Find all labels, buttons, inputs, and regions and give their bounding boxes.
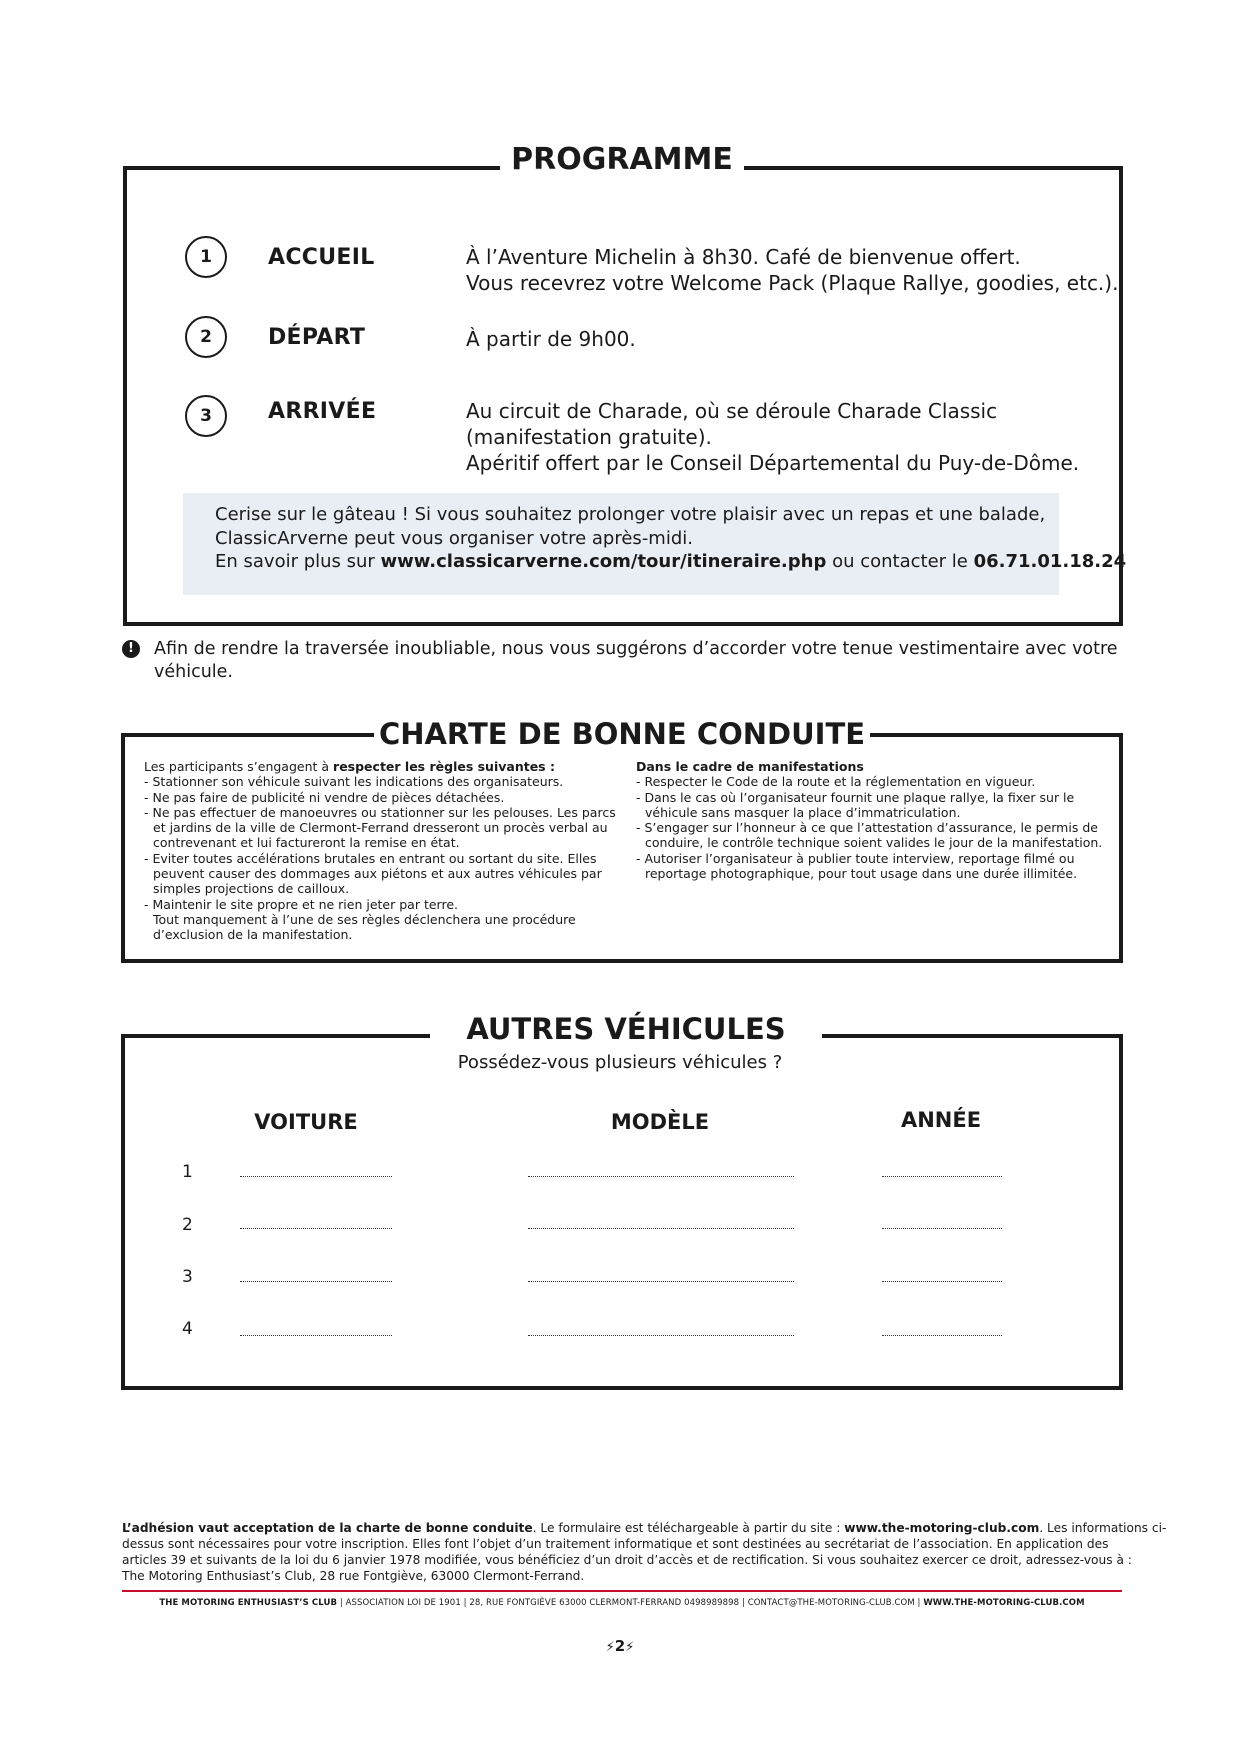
footer-website-link[interactable]: WWW.THE-MOTORING-CLUB.COM: [923, 1598, 1085, 1608]
legal-line-1-end: . Les informations ci-: [1039, 1521, 1167, 1535]
vehicle-row-2-voiture-field[interactable]: [240, 1228, 392, 1229]
step-2-label: DÉPART: [268, 325, 366, 350]
step-2-line-1: À partir de 9h00.: [466, 327, 636, 351]
vehicle-row-4-number: 4: [182, 1319, 193, 1339]
step-1-description: [466, 244, 1118, 296]
charte-left-line-2: - Ne pas faire de publicité ni vendre de pièces détachées.: [144, 789, 505, 805]
column-header-modele: MODÈLE: [610, 1110, 710, 1134]
vehicle-row-3-modele-field[interactable]: [528, 1281, 794, 1282]
charte-left-line-8: simples projections de cailloux.: [153, 881, 350, 897]
charte-right-line-6: - Autoriser l’organisateur à publier toute interview, reportage filmé ou: [636, 850, 1075, 866]
charte-right-line-5: conduire, le contrôle technique soient valides le jour de la manifestation.: [645, 835, 1103, 851]
vehicle-row-1-modele-field[interactable]: [528, 1176, 794, 1177]
page-number: [570, 1637, 670, 1655]
step-2-description: [466, 326, 636, 352]
legal-line-3: articles 39 et suivants de la loi du 6 janvier 1978 modifiée, vous bénéficiez d’un droit d’accès et de rectification. Si vous souhaitez exercer ce droit, adressez-vous à :: [122, 1553, 1132, 1567]
vehicle-row-4-voiture-field[interactable]: [240, 1335, 392, 1336]
step-3-label: ARRIVÉE: [268, 399, 377, 424]
vehicules-box: [121, 1034, 1123, 1390]
vehicle-row-2-number: 2: [182, 1215, 193, 1235]
programme-callout: [183, 493, 1127, 595]
callout-line-1: Cerise sur le gâteau ! Si vous souhaitez prolonger votre plaisir avec un repas et une balade,: [215, 504, 1046, 525]
legal-website-link[interactable]: www.the-motoring-club.com: [844, 1521, 1040, 1535]
step-2-number: 2: [185, 316, 227, 358]
charte-right-line-4: - S’engager sur l’honneur à ce que l’attestation d’assurance, le permis de: [636, 820, 1098, 836]
legal-line-1-rest: . Le formulaire est téléchargeable à partir du site :: [532, 1521, 845, 1535]
callout-line-3-middle: ou contacter le: [826, 551, 974, 572]
charte-left-line-10: Tout manquement à l’une de ses règles déclenchera une procédure: [153, 911, 576, 927]
exclamation-circle-icon: !: [122, 640, 140, 658]
vehicle-row-1-annee-field[interactable]: [882, 1176, 1002, 1177]
vehicle-row-1-voiture-field[interactable]: [240, 1176, 392, 1177]
notice-line-1: Afin de rendre la traversée inoubliable, nous vous suggérons d’accorder votre tenue vestimentaire avec votre: [154, 639, 1118, 659]
charte-right-heading: Dans le cadre de manifestations: [636, 759, 864, 774]
vehicle-row-4-modele-field[interactable]: [528, 1335, 794, 1336]
callout-website-link[interactable]: www.classicarverne.com/tour/itineraire.php: [380, 551, 827, 572]
charte-right-line-3: véhicule sans masquer la place d’immatriculation.: [645, 804, 961, 820]
charte-title: CHARTE DE BONNE CONDUITE: [374, 720, 870, 749]
vehicle-row-3-annee-field[interactable]: [882, 1281, 1002, 1282]
notice-text: [154, 638, 1118, 684]
charte-left-intro: [144, 759, 616, 774]
legal-line-1: [122, 1520, 1167, 1536]
step-3-line-1: Au circuit de Charade, où se déroule Charade Classic: [466, 399, 998, 423]
charte-right-column: [636, 759, 1102, 881]
vehicle-row-2-annee-field[interactable]: [882, 1228, 1002, 1229]
charte-left-intro-prefix: Les participants s’engagent à: [144, 759, 334, 774]
step-1-line-2: Vous recevrez votre Welcome Pack (Plaque Rallye, goodies, etc.).: [466, 271, 1119, 295]
vehicle-row-3-voiture-field[interactable]: [240, 1281, 392, 1282]
legal-line-4: The Motoring Enthusiast’s Club, 28 rue Fontgiève, 63000 Clermont-Ferrand.: [122, 1569, 585, 1583]
callout-line-3: [215, 550, 1127, 574]
column-header-annee: ANNÉE: [900, 1108, 982, 1132]
charte-left-line-11: d’exclusion de la manifestation.: [153, 927, 353, 943]
vehicules-subtitle: Possédez-vous plusieurs véhicules ?: [457, 1052, 783, 1073]
page-number-left-icon: ⚡: [605, 1640, 615, 1655]
callout-line-2: ClassicArverne peut vous organiser votre après-midi.: [215, 527, 693, 549]
step-3-number: 3: [185, 395, 227, 437]
legal-bold-prefix: L’adhésion vaut acceptation de la charte de bonne conduite: [122, 1521, 533, 1535]
page-number-right-icon: ⚡: [625, 1640, 635, 1655]
charte-right-line-2: - Dans le cas où l’organisateur fournit une plaque rallye, la fixer sur le: [636, 789, 1075, 805]
legal-line-2: dessus sont nécessaires pour votre inscription. Elles font l’objet d’un traitement informatique et sont destinées au secrétariat de l’association. En application des: [122, 1537, 1109, 1551]
charte-left-line-6: - Eviter toutes accélérations brutales en entrant ou sortant du site. Elles: [144, 850, 597, 866]
footer-divider: [122, 1590, 1122, 1592]
notice-line-2: véhicule.: [154, 662, 233, 682]
charte-left-line-1: - Stationner son véhicule suivant les indications des organisateurs.: [144, 774, 564, 790]
charte-left-line-5: contrevenant et lui factureront la remise en état.: [153, 835, 460, 851]
footer-details: | ASSOCIATION LOI DE 1901 | 28, RUE FONTGIÈVE 63000 CLERMONT-FERRAND 0498989898 | CONTACT@THE-MOTORING-CLUB.COM |: [337, 1598, 924, 1608]
step-3-line-2: (manifestation gratuite).: [466, 425, 712, 449]
charte-left-line-4: et jardins de la ville de Clermont-Ferrand dresseront un procès verbal au: [153, 820, 608, 836]
vehicle-row-3-number: 3: [182, 1267, 193, 1287]
vehicle-row-2-modele-field[interactable]: [528, 1228, 794, 1229]
callout-phone-number: 06.71.01.18.24: [973, 551, 1127, 572]
charte-left-line-9: - Maintenir le site propre et ne rien jeter par terre.: [144, 896, 458, 912]
step-3-line-3: Apéritif offert par le Conseil Départemental du Puy-de-Dôme.: [466, 451, 1080, 475]
vehicle-row-1-number: 1: [182, 1162, 193, 1182]
step-1-label: ACCUEIL: [268, 245, 375, 270]
charte-right-line-7: reportage photographique, pour tout usage dans une durée illimitée.: [645, 866, 1078, 882]
programme-title: PROGRAMME: [500, 145, 744, 175]
step-1-line-1: À l’Aventure Michelin à 8h30. Café de bienvenue offert.: [466, 245, 1021, 269]
charte-right-line-1: - Respecter le Code de la route et la réglementation en vigueur.: [636, 774, 1036, 790]
step-1-number: 1: [185, 236, 227, 278]
footer-club-name: THE MOTORING ENTHUSIAST’S CLUB: [159, 1598, 338, 1608]
charte-left-column: [144, 759, 616, 943]
legal-notice: [122, 1520, 1167, 1584]
step-3-description: [466, 398, 1079, 476]
page-number-value: 2: [614, 1637, 626, 1655]
callout-line-3-prefix: En savoir plus sur: [215, 551, 381, 572]
charte-left-line-3: - Ne pas effectuer de manoeuvres ou stationner sur les pelouses. Les parcs: [144, 804, 616, 820]
charte-left-line-7: peuvent causer des dommages aux piétons et aux autres véhicules par: [153, 866, 602, 882]
vehicle-row-4-annee-field[interactable]: [882, 1335, 1002, 1336]
footer-address-line: [122, 1598, 1122, 1608]
vehicules-title: AUTRES VÉHICULES: [430, 1015, 822, 1044]
charte-left-intro-bold: respecter les règles suivantes :: [333, 759, 555, 774]
column-header-voiture: VOITURE: [254, 1110, 358, 1134]
